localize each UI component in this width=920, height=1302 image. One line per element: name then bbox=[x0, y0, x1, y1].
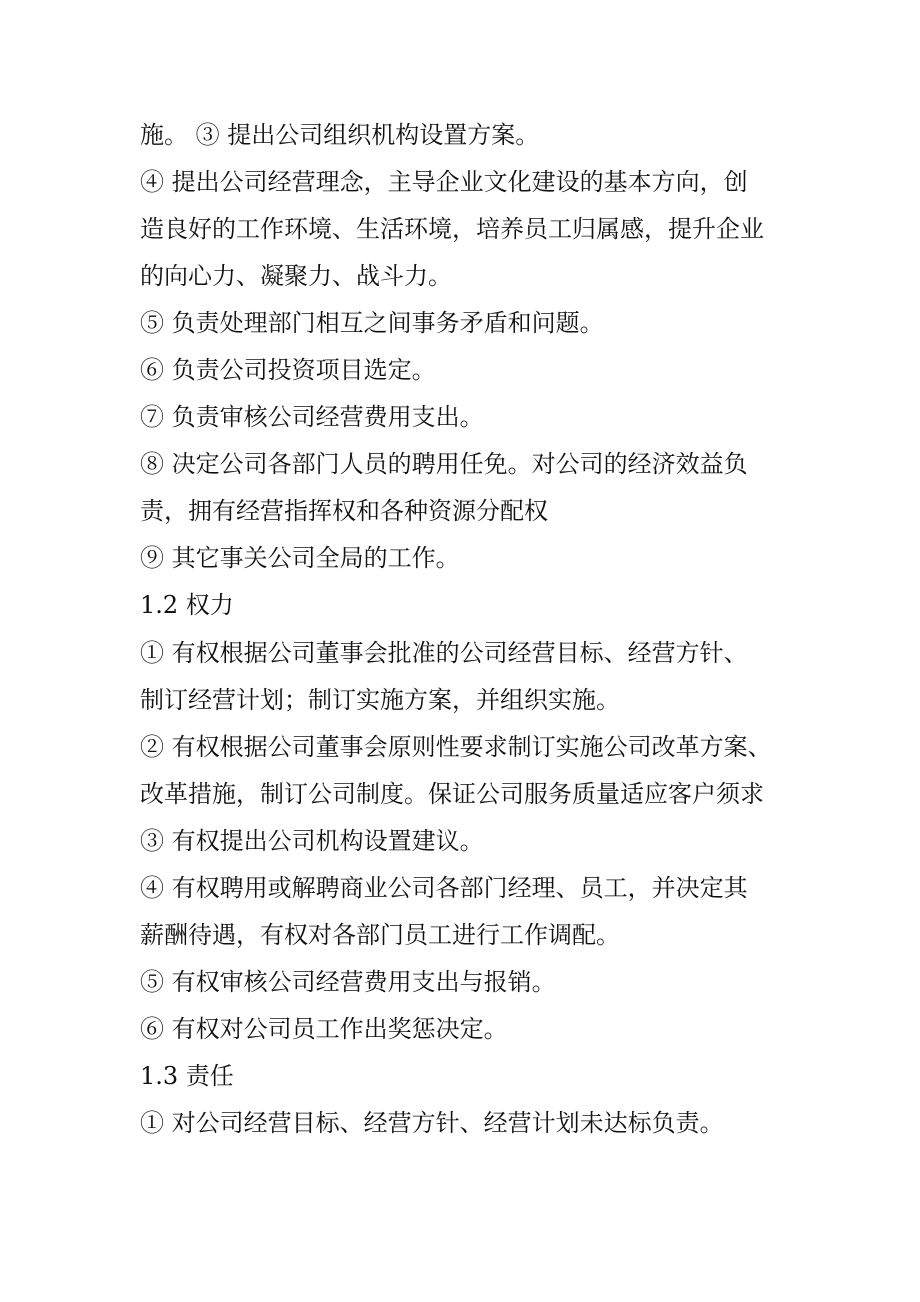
text-line: ① 有权根据公司董事会批准的公司经营目标、经营方针、 bbox=[140, 638, 748, 667]
text-line: ⑤ 负责处理部门相互之间事务矛盾和问题。 bbox=[140, 309, 604, 338]
text-line: ⑤ 有权审核公司经营费用支出与报销。 bbox=[140, 967, 556, 996]
text-line: 责，拥有经营指挥权和各种资源分配权 bbox=[140, 497, 548, 526]
text-line: 施。 ③ 提出公司组织机构设置方案。 bbox=[140, 121, 540, 149]
text-line: ⑧ 决定公司各部门人员的聘用任免。对公司的经济效益负 bbox=[140, 450, 748, 479]
text-line: ⑥ 负责公司投资项目选定。 bbox=[140, 356, 436, 385]
text-line: ⑨ 其它事关公司全局的工作。 bbox=[140, 544, 460, 573]
text-line: 改革措施，制订公司制度。保证公司服务质量适应客户须求 bbox=[140, 779, 764, 808]
text-line: 的向心力、凝聚力、战斗力。 bbox=[140, 262, 452, 291]
text-line: ④ 提出公司经营理念，主导企业文化建设的基本方向，创 bbox=[140, 168, 748, 197]
document-body bbox=[140, 112, 790, 1147]
text-line: ① 对公司经营目标、经营方针、经营计划未达标负责。 bbox=[140, 1108, 724, 1137]
text-line: ⑥ 有权对公司员工作出奖惩决定。 bbox=[140, 1014, 508, 1043]
text-line: ② 有权根据公司董事会原则性要求制订实施公司改革方案、 bbox=[140, 732, 772, 761]
text-line: ⑦ 负责审核公司经营费用支出。 bbox=[140, 403, 484, 432]
text-line: 薪酬待遇，有权对各部门员工进行工作调配。 bbox=[140, 920, 620, 949]
text-line: 制订经营计划；制订实施方案，并组织实施。 bbox=[140, 685, 620, 714]
text-line: ④ 有权聘用或解聘商业公司各部门经理、员工，并决定其 bbox=[140, 873, 748, 902]
section-heading: 1.3 责任 bbox=[140, 1061, 234, 1090]
text-line: ③ 有权提出公司机构设置建议。 bbox=[140, 826, 484, 855]
section-heading: 1.2 权力 bbox=[140, 591, 234, 620]
text-line: 造良好的工作环境、生活环境，培养员工归属感，提升企业 bbox=[140, 215, 764, 244]
